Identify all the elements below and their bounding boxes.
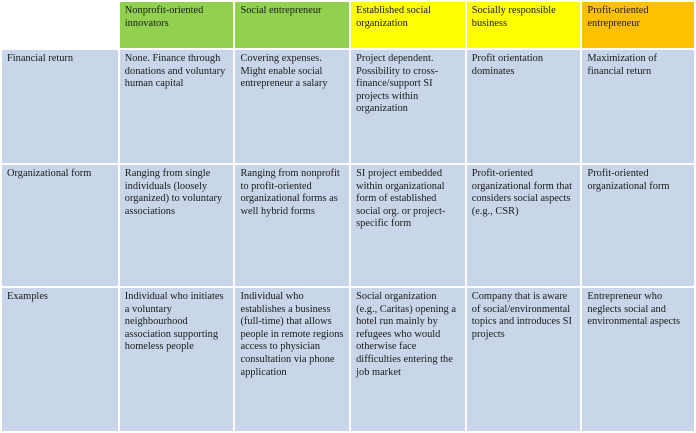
table-cell: SI project embedded within organizational form of established social org. or project-specific form (351, 165, 465, 286)
table-row (2, 165, 694, 286)
table-cell: Individual who establishes a business (full-time) that allows people in remote regions access to physician consultation via phone application (235, 288, 349, 431)
table-cell: Profit orientation dominates (467, 50, 581, 163)
table-cell: Ranging from single individuals (loosely organized) to voluntary associations (120, 165, 234, 286)
table-cell: Entrepreneur who neglects social and environmental aspects (582, 288, 694, 431)
corner-cell (2, 2, 118, 48)
row-label: Organizational form (2, 165, 118, 286)
table-cell: Social organization (e.g., Caritas) opening a hotel run mainly by refugees who would otherwise face difficulties entering the job market (351, 288, 465, 431)
table-cell: Profit-oriented organizational form that considers social aspects (e.g., CSR) (467, 165, 581, 286)
row-label: Financial return (2, 50, 118, 163)
table-cell: Profit-oriented organizational form (582, 165, 694, 286)
table-row (2, 288, 694, 431)
header-cell: Social entrepreneur (235, 2, 349, 48)
header-cell: Nonprofit-oriented innovators (120, 2, 234, 48)
header-cell: Socially responsible business (467, 2, 581, 48)
table-cell: None. Finance through donations and voluntary human capital (120, 50, 234, 163)
table-cell: Project dependent. Possibility to cross-finance/support SI projects within organization (351, 50, 465, 163)
table-cell: Maximization of financial return (582, 50, 694, 163)
header-row (2, 2, 694, 48)
table-cell: Covering expenses. Might enable social entrepreneur a salary (235, 50, 349, 163)
row-label: Examples (2, 288, 118, 431)
header-cell: Established social organization (351, 2, 465, 48)
table-cell: Company that is aware of social/environmental topics and introduces SI projects (467, 288, 581, 431)
header-cell: Profit-oriented entrepreneur (582, 2, 694, 48)
table-cell: Ranging from nonprofit to profit-oriented organizational forms as well hybrid forms (235, 165, 349, 286)
table-cell: Individual who initiates a voluntary neighbourhood association supporting homeless people (120, 288, 234, 431)
table-row (2, 50, 694, 163)
